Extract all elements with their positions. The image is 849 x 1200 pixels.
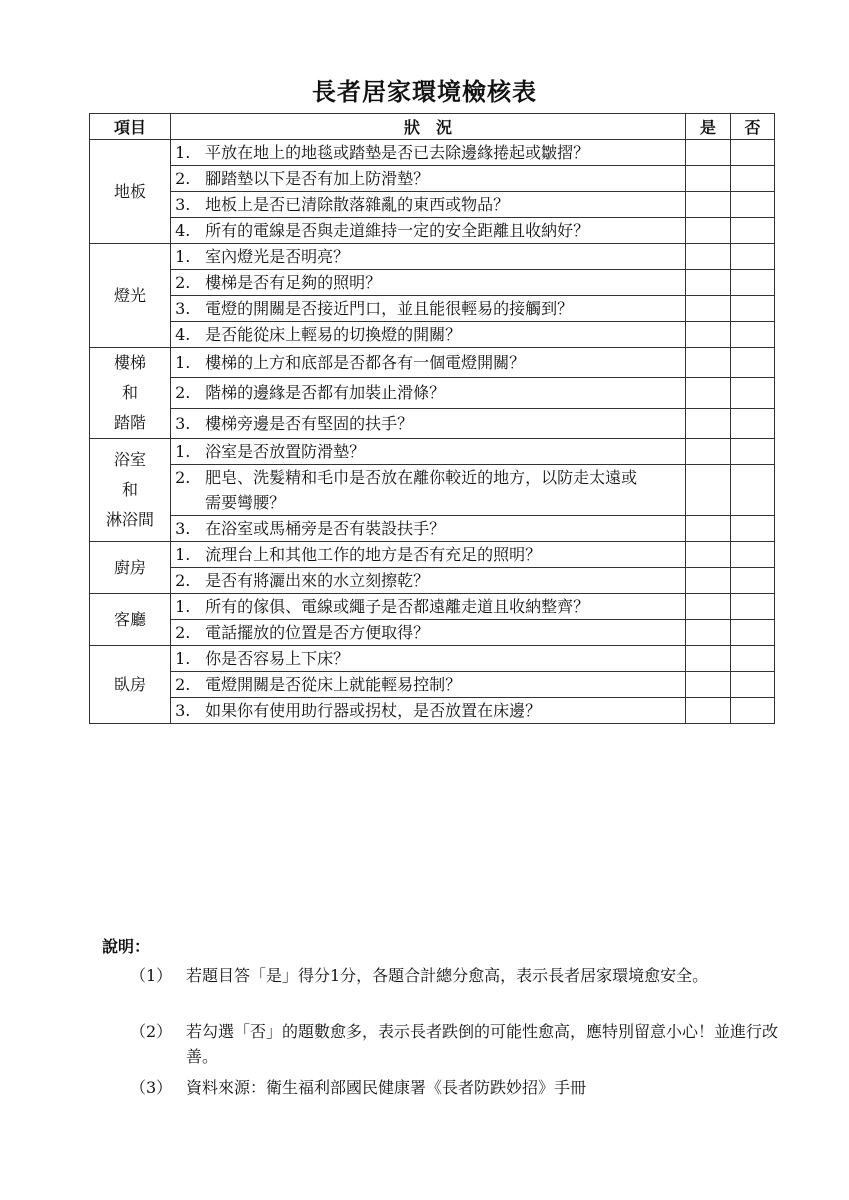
no-checkbox-cell[interactable] — [730, 646, 774, 672]
table-row — [90, 296, 775, 322]
status-cell — [171, 542, 686, 568]
checklist-body — [90, 140, 775, 724]
no-checkbox-cell[interactable] — [730, 698, 774, 724]
yes-checkbox-cell[interactable] — [685, 166, 730, 192]
item-text: 地板上是否已清除散落雜亂的東西或物品？ — [205, 195, 510, 214]
no-checkbox-cell[interactable] — [730, 620, 774, 646]
item-text: 浴室是否放置防滑墊？ — [205, 442, 366, 461]
yes-checkbox-cell[interactable] — [685, 322, 730, 348]
category-label: 樓梯 和 踏階 — [114, 353, 147, 432]
no-checkbox-cell[interactable] — [730, 408, 774, 438]
item-number: 2. — [175, 273, 191, 292]
item-text: 電燈開關是否從床上就能輕易控制？ — [205, 675, 462, 694]
item-number: 2. — [175, 383, 191, 403]
status-cell — [171, 646, 686, 672]
table-row — [90, 166, 775, 192]
table-row — [90, 439, 775, 465]
item-text: 平放在地上的地毯或踏墊是否已去除邊緣捲起或皺摺？ — [205, 143, 590, 162]
item-number: 1. — [175, 597, 191, 616]
notes-label: 說明： — [102, 937, 151, 956]
note-text: 若題目答「是」得分1分，各題合計總分愈高，表示長者居家環境愈安全。 — [186, 966, 709, 985]
checklist-table — [89, 113, 775, 724]
table-row — [90, 348, 775, 378]
status-cell — [171, 296, 686, 322]
category-label: 浴室 和 淋浴間 — [106, 450, 155, 529]
item-number: 2. — [175, 571, 191, 590]
item-number: 3. — [175, 413, 191, 433]
yes-checkbox-cell[interactable] — [685, 296, 730, 322]
yes-checkbox-cell[interactable] — [685, 594, 730, 620]
yes-checkbox-cell[interactable] — [685, 439, 730, 465]
yes-checkbox-cell[interactable] — [685, 244, 730, 270]
category-cell — [90, 244, 171, 348]
header-category: 項目 — [90, 114, 171, 140]
no-checkbox-cell[interactable] — [730, 568, 774, 594]
item-number: 3. — [175, 299, 191, 318]
note-text: 資料來源：衛生福利部國民健康署《長者防跌妙招》手冊 — [186, 1078, 587, 1097]
category-cell — [90, 646, 171, 724]
status-cell — [171, 140, 686, 166]
no-checkbox-cell[interactable] — [730, 378, 774, 408]
page-title: 長者居家環境檢核表 — [312, 77, 537, 106]
category-label: 客廳 — [114, 609, 147, 629]
item-text: 室內燈光是否明亮？ — [205, 247, 350, 266]
status-cell — [171, 270, 686, 296]
item-text: 肥皂、洗髮精和毛巾是否放在離你較近的地方，以防走太遠或需要彎腰？ — [205, 468, 638, 512]
item-text: 腳踏墊以下是否有加上防滑墊？ — [205, 169, 430, 188]
table-row — [90, 542, 775, 568]
status-cell — [171, 672, 686, 698]
yes-checkbox-cell[interactable] — [685, 672, 730, 698]
yes-checkbox-cell[interactable] — [685, 698, 730, 724]
item-number: 2. — [175, 623, 191, 642]
item-text: 電話擺放的位置是否方便取得？ — [205, 623, 430, 642]
status-cell — [171, 439, 686, 465]
item-number: 3. — [175, 195, 191, 214]
note-number: （3） — [130, 1078, 173, 1097]
category-label: 臥房 — [114, 674, 147, 694]
status-cell — [171, 568, 686, 594]
category-cell — [90, 542, 171, 594]
note-text: 若勾選「否」的題數愈多，表示長者跌倒的可能性愈高，應特別留意小心！並進行改善。 — [186, 1022, 779, 1066]
category-cell — [90, 140, 171, 244]
item-text: 樓梯旁邊是否有堅固的扶手？ — [205, 413, 414, 433]
yes-checkbox-cell[interactable] — [685, 348, 730, 378]
no-checkbox-cell[interactable] — [730, 322, 774, 348]
category-label: 地板 — [114, 181, 147, 201]
no-checkbox-cell[interactable] — [730, 140, 774, 166]
item-text: 所有的傢俱、電線或繩子是否都遠離走道且收納整齊？ — [205, 597, 590, 616]
item-number: 2. — [175, 675, 191, 694]
item-text: 是否能從床上輕易的切換燈的開關？ — [205, 325, 462, 344]
no-checkbox-cell[interactable] — [730, 542, 774, 568]
status-cell — [171, 620, 686, 646]
table-row — [90, 218, 775, 244]
item-text: 所有的電線是否與走道維持一定的安全距離且收納好？ — [205, 221, 590, 240]
table-row — [90, 568, 775, 594]
no-checkbox-cell[interactable] — [730, 244, 774, 270]
status-cell — [171, 378, 686, 408]
table-row — [90, 378, 775, 408]
yes-checkbox-cell[interactable] — [685, 270, 730, 296]
status-cell — [171, 166, 686, 192]
header-no: 否 — [730, 114, 774, 140]
table-row — [90, 140, 775, 166]
table-row — [90, 620, 775, 646]
note-number: （2） — [130, 1022, 173, 1041]
item-number: 1. — [175, 247, 191, 266]
item-number: 1. — [175, 649, 191, 668]
category-cell — [90, 439, 171, 542]
status-cell — [171, 348, 686, 378]
table-row — [90, 322, 775, 348]
yes-checkbox-cell[interactable] — [685, 140, 730, 166]
item-text: 在浴室或馬桶旁是否有裝設扶手？ — [205, 519, 446, 538]
table-row — [90, 408, 775, 438]
yes-checkbox-cell[interactable] — [685, 465, 730, 516]
status-cell — [171, 408, 686, 438]
category-label: 廚房 — [114, 557, 147, 577]
note-item — [130, 1019, 780, 1069]
table-row — [90, 192, 775, 218]
status-cell — [171, 244, 686, 270]
no-checkbox-cell[interactable] — [730, 439, 774, 465]
item-text: 是否有將灑出來的水立刻擦乾？ — [205, 571, 430, 590]
status-cell — [171, 192, 686, 218]
header-status: 狀 況 — [171, 114, 686, 140]
category-label: 燈光 — [114, 285, 147, 305]
no-checkbox-cell[interactable] — [730, 270, 774, 296]
item-number: 1. — [175, 442, 191, 461]
no-checkbox-cell[interactable] — [730, 348, 774, 378]
item-number: 3. — [175, 519, 191, 538]
category-cell — [90, 594, 171, 646]
yes-checkbox-cell[interactable] — [685, 408, 730, 438]
yes-checkbox-cell[interactable] — [685, 568, 730, 594]
table-row — [90, 594, 775, 620]
no-checkbox-cell[interactable] — [730, 296, 774, 322]
yes-checkbox-cell[interactable] — [685, 378, 730, 408]
item-number: 1. — [175, 545, 191, 564]
table-row — [90, 698, 775, 724]
no-checkbox-cell[interactable] — [730, 516, 774, 542]
item-text: 樓梯的上方和底部是否都各有一個電燈開關？ — [205, 353, 526, 373]
yes-checkbox-cell[interactable] — [685, 192, 730, 218]
yes-checkbox-cell[interactable] — [685, 516, 730, 542]
no-checkbox-cell[interactable] — [730, 672, 774, 698]
no-checkbox-cell[interactable] — [730, 218, 774, 244]
yes-checkbox-cell[interactable] — [685, 620, 730, 646]
no-checkbox-cell[interactable] — [730, 192, 774, 218]
category-cell — [90, 348, 171, 439]
yes-checkbox-cell[interactable] — [685, 542, 730, 568]
no-checkbox-cell[interactable] — [730, 465, 774, 516]
item-text: 你是否容易上下床？ — [205, 649, 350, 668]
note-item — [130, 963, 780, 988]
table-row — [90, 672, 775, 698]
table-row — [90, 465, 775, 516]
item-number: 4. — [175, 325, 191, 344]
table-row — [90, 270, 775, 296]
item-number: 1. — [175, 143, 191, 162]
table-row — [90, 244, 775, 270]
table-row — [90, 646, 775, 672]
status-cell — [171, 594, 686, 620]
yes-checkbox-cell[interactable] — [685, 218, 730, 244]
item-text: 如果你有使用助行器或拐杖，是否放置在床邊？ — [205, 701, 542, 720]
item-text: 電燈的開關是否接近門口，並且能很輕易的接觸到？ — [205, 299, 574, 318]
item-text: 流理台上和其他工作的地方是否有充足的照明？ — [205, 545, 542, 564]
item-number: 2. — [175, 169, 191, 188]
status-cell — [171, 516, 686, 542]
status-cell — [171, 698, 686, 724]
table-row — [90, 516, 775, 542]
status-cell — [171, 465, 686, 516]
item-number: 3. — [175, 701, 191, 720]
note-item — [130, 1075, 780, 1100]
no-checkbox-cell[interactable] — [730, 594, 774, 620]
header-yes: 是 — [685, 114, 730, 140]
table-header-row — [90, 114, 775, 140]
item-text: 樓梯是否有足夠的照明？ — [205, 273, 382, 292]
no-checkbox-cell[interactable] — [730, 166, 774, 192]
item-text: 階梯的邊緣是否都有加裝止滑條？ — [205, 383, 446, 403]
item-number: 1. — [175, 353, 191, 373]
status-cell — [171, 218, 686, 244]
note-number: （1） — [130, 966, 173, 985]
item-number: 2. — [175, 468, 191, 487]
item-number: 4. — [175, 221, 191, 240]
status-cell — [171, 322, 686, 348]
yes-checkbox-cell[interactable] — [685, 646, 730, 672]
